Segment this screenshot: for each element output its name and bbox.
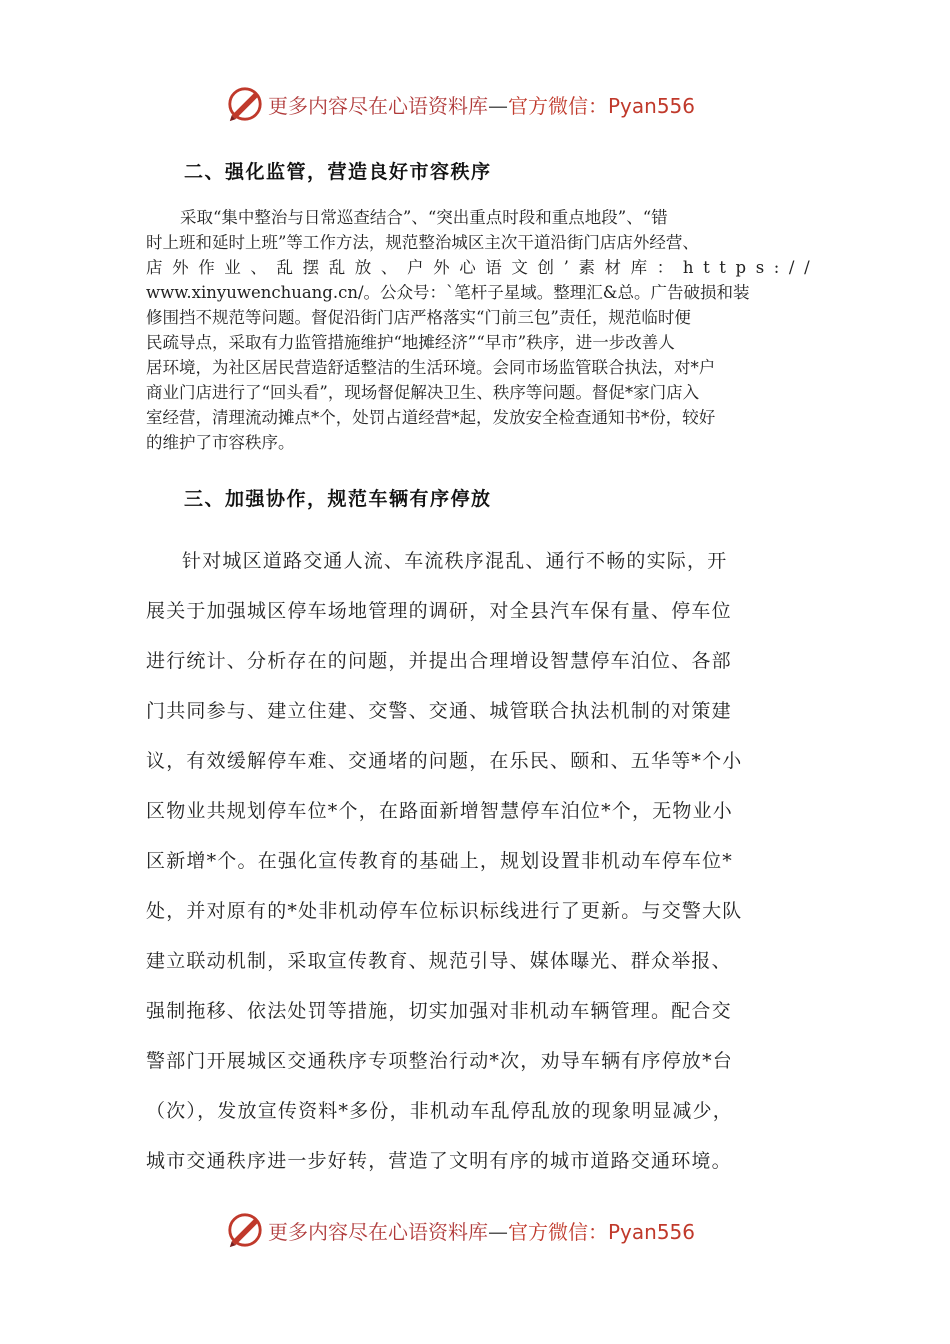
paragraph-line: 进行统计、分析存在的问题，并提出合理增设智慧停车泊位、各部: [146, 650, 732, 672]
banner-official-text: 官方微信：: [508, 1219, 608, 1244]
paragraph-line: 居环境，为社区居民营造舒适整洁的生活环境。会同市场监管联合执法，对*户: [146, 358, 716, 377]
section3-heading: 三、加强协作，规范车辆有序停放: [184, 488, 492, 510]
banner-text: [268, 90, 695, 119]
banner-official-text: 官方微信：: [508, 93, 608, 118]
pen-logo-icon: [226, 85, 264, 123]
section3-paragraph: [146, 536, 806, 1186]
banner-main-text: 更多内容尽在心语资料库: [268, 93, 488, 118]
banner-dash: —: [488, 1219, 508, 1244]
banner-dash: —: [488, 93, 508, 118]
paragraph-line: 商业门店进行了“回头看”，现场督促解决卫生、秩序等问题。督促*家门店入: [146, 383, 700, 402]
paragraph-line: www.xinyuwenchuang.cn/。公众号：`笔杆子星域。整理汇&总。广告破损和装: [146, 283, 750, 302]
paragraph-line: 针对城区道路交通人流、车流秩序混乱、通行不畅的实际，开: [182, 550, 728, 572]
paragraph-line: 民疏导点，采取有力监管措施维护“地摊经济”“早市”秩序，进一步改善人: [146, 333, 675, 352]
paragraph-line: 议，有效缓解停车难、交通堵的问题，在乐民、颐和、五华等*个小: [146, 750, 743, 772]
header-banner: [226, 84, 695, 124]
banner-text: [268, 1216, 695, 1245]
paragraph-line: 门共同参与、建立住建、交警、交通、城管联合执法机制的对策建: [146, 700, 732, 722]
paragraph-line: 警部门开展城区交通秩序专项整治行动*次，劝导车辆有序停放*台: [146, 1050, 734, 1072]
paragraph-line: 的维护了市容秩序。: [146, 433, 295, 452]
paragraph-line: 采取“集中整治与日常巡查结合”、“突出重点时段和重点地段”、“错: [180, 208, 668, 227]
banner-main-text: 更多内容尽在心语资料库: [268, 1219, 488, 1244]
paragraph-line: 建立联动机制，采取宣传教育、规范引导、媒体曝光、群众举报、: [146, 950, 732, 972]
paragraph-line: 城市交通秩序进一步好转，营造了文明有序的城市道路交通环境。: [146, 1150, 732, 1172]
banner-wechat-id: Pyan556: [608, 1219, 696, 1244]
banner-wechat-id: Pyan556: [608, 93, 696, 118]
section2-heading: 二、强化监管，营造良好市容秩序: [184, 161, 492, 183]
section2-paragraph: [146, 205, 820, 455]
footer-banner: [226, 1210, 695, 1250]
paragraph-line: 处，并对原有的*处非机动停车位标识标线进行了更新。与交警大队: [146, 900, 743, 922]
paragraph-line: 修围挡不规范等问题。督促沿街门店严格落实“门前三包”责任，规范临时便: [146, 308, 691, 327]
paragraph-line: （次），发放宣传资料*多份，非机动车乱停乱放的现象明显减少，: [146, 1100, 734, 1122]
paragraph-line: 区物业共规划停车位*个，在路面新增智慧停车泊位*个，无物业小: [146, 800, 734, 822]
paragraph-line: 时上班和延时上班”等工作方法，规范整治城区主次干道沿街门店店外经营、: [146, 233, 699, 252]
paragraph-line: 店外作业、乱摆乱放、户外心语文创’素材库：https://: [146, 258, 820, 277]
pen-logo-icon: [226, 1211, 264, 1249]
paragraph-line: 展关于加强城区停车场地管理的调研，对全县汽车保有量、停车位: [146, 600, 732, 622]
paragraph-line: 室经营，清理流动摊点*个，处罚占道经营*起，发放安全检查通知书*份，较好: [146, 408, 716, 427]
paragraph-line: 区新增*个。在强化宣传教育的基础上，规划设置非机动车停车位*: [146, 850, 734, 872]
paragraph-line: 强制拖移、依法处罚等措施，切实加强对非机动车辆管理。配合交: [146, 1000, 732, 1022]
